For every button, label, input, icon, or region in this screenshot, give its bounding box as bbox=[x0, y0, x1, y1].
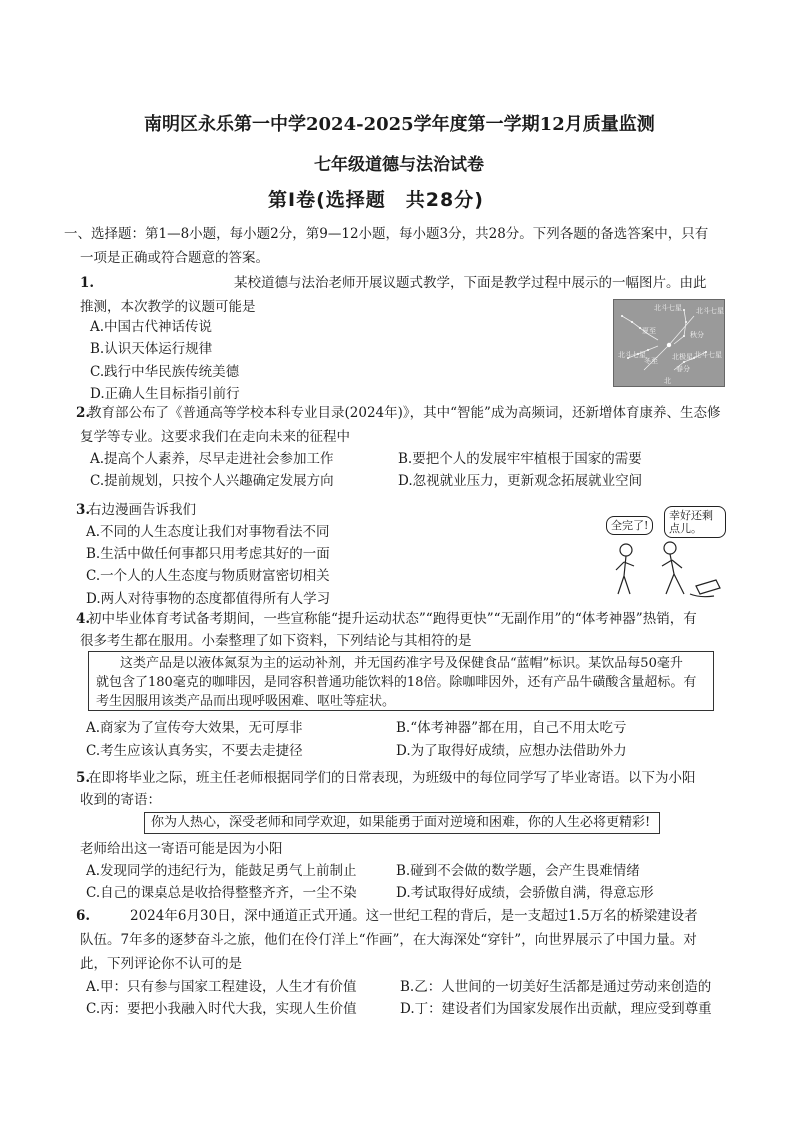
q1-option-d[interactable]: D.正确人生目标指引前行 bbox=[90, 386, 240, 402]
star-label-4: 秋分 bbox=[690, 331, 704, 339]
q4-material-line-2: 就包含了180毫克的咖啡因，是同容积普通功能饮料的18倍。除咖啡因外，还有产品牛磺酸含量超标。有 bbox=[96, 675, 697, 690]
q3-option-a[interactable]: A.不同的人生态度让我们对事物看法不同 bbox=[86, 524, 330, 540]
q3-number: 3. bbox=[76, 502, 91, 518]
star-label-7: 北极星 bbox=[672, 353, 693, 361]
q2-number: 2. bbox=[76, 405, 91, 421]
comic-figures bbox=[604, 506, 730, 606]
q2-stem-line-2: 复学等专业。这要求我们在走向未来的征程中 bbox=[80, 429, 350, 445]
q4-number: 4. bbox=[76, 611, 91, 627]
q5-stem-line-1: 在即将毕业之际，班主任老师根据同学们的日常表现，为班级中的每位同学写了毕业寄语。以下为小阳 bbox=[88, 770, 696, 786]
star-label-8: 冬至 bbox=[644, 357, 658, 365]
school-title: 南明区永乐第一中学2024-2025学年度第一学期12月质量监测 bbox=[144, 114, 655, 135]
exam-title: 七年级道德与法治试卷 bbox=[314, 155, 484, 175]
q2-option-c[interactable]: C.提前规划，只按个人兴趣确定发展方向 bbox=[90, 473, 334, 489]
q5-option-c[interactable]: C.自己的课桌总是收拾得整整齐齐，一尘不染 bbox=[86, 885, 357, 901]
q5-stem-line-2: 收到的寄语： bbox=[80, 792, 161, 808]
star-label-6: 北斗七星 bbox=[694, 351, 722, 359]
q5-number: 5. bbox=[76, 770, 91, 786]
q1-option-c[interactable]: C.践行中华民族传统美德 bbox=[90, 364, 240, 380]
comic-bubble-left-text: 全完了! bbox=[611, 519, 649, 532]
q1-option-a[interactable]: A.中国古代神话传说 bbox=[90, 319, 213, 335]
q5-option-a[interactable]: A.发现同学的违纪行为，能鼓足勇气上前制止 bbox=[86, 863, 357, 879]
q6-option-a[interactable]: A.甲：只有参与国家工程建设，人生才有价值 bbox=[86, 979, 357, 995]
q3-stem: 右边漫画告诉我们 bbox=[88, 502, 196, 518]
star-label-10: 北 bbox=[664, 377, 671, 385]
q4-stem-line-2: 很多考生都在服用。小秦整理了如下资料，下列结论与其相符的是 bbox=[80, 633, 472, 649]
q2-option-a[interactable]: A.提高个人素养，尽早走进社会参加工作 bbox=[90, 451, 334, 467]
q3-comic-image bbox=[604, 506, 730, 606]
q2-stem-line-1: 教育部公布了《普通高等学校本科专业目录(2024年)》，其中“智能”成为高频词，还新增体育康养、生态修 bbox=[88, 405, 721, 421]
q6-stem-line-3: 此，下列评论你不认可的是 bbox=[80, 956, 242, 972]
instructions-line-2: 一项是正确或符合题意的答案。 bbox=[80, 250, 269, 266]
star-label-3: 夏至 bbox=[642, 327, 656, 335]
q5-stem-line-3: 老师给出这一寄语可能是因为小阳 bbox=[80, 841, 283, 857]
q1-option-b[interactable]: B.认识天体运行规律 bbox=[90, 341, 213, 357]
instructions-line-1: 一、选择题：第1—8小题，每小题2分，第9—12小题，每小题3分，共28分。下列各题的备选答案中，只有 bbox=[64, 226, 709, 242]
comic-bubble-right-line-1: 幸好还剩 bbox=[669, 509, 713, 522]
q6-option-b[interactable]: B.乙：人世间的一切美好生活都是通过劳动来创造的 bbox=[400, 979, 712, 995]
q1-star-map-image bbox=[613, 299, 725, 387]
star-label-5: 北斗七星 bbox=[618, 351, 646, 359]
q4-option-a[interactable]: A.商家为了宣传夸大效果，无可厚非 bbox=[86, 720, 303, 736]
section-title: 第Ⅰ卷(选择题 共28分) bbox=[268, 189, 484, 211]
q4-option-d[interactable]: D.为了取得好成绩，应想办法借助外力 bbox=[396, 743, 627, 759]
q3-option-b[interactable]: B.生活中做任何事都只用考虑其好的一面 bbox=[86, 546, 330, 562]
star-label-1: 北斗七星 bbox=[654, 304, 682, 312]
q1-stem-line-1: 某校道德与法治老师开展议题式教学，下面是教学过程中展示的一幅图片。由此 bbox=[234, 275, 707, 291]
q2-option-b[interactable]: B.要把个人的发展牢牢植根于国家的需要 bbox=[398, 451, 642, 467]
comic-bubble-right-line-2: 点儿。 bbox=[669, 522, 702, 535]
q6-number: 6. bbox=[76, 908, 91, 924]
q4-material-line-3: 考生因服用该类产品而出现呼吸困难、呕吐等症状。 bbox=[96, 694, 396, 709]
q5-option-b[interactable]: B.碰到不会做的数学题，会产生畏难情绪 bbox=[396, 863, 640, 879]
star-label-2: 北斗七星 bbox=[696, 307, 724, 315]
q5-message-text: 你为人热心，深受老师和同学欢迎，如果能勇于面对逆境和困难，你的人生必将更精彩! bbox=[151, 815, 651, 830]
q6-option-c[interactable]: C.丙：要把小我融入时代大我，实现人生价值 bbox=[86, 1001, 357, 1017]
q6-stem-line-1: 2024年6月30日，深中通道正式开通。这一世纪工程的背后，是一支超过1.5万名的桥梁建设者 bbox=[130, 908, 698, 924]
q2-option-d[interactable]: D.忽视就业压力，更新观念拓展就业空间 bbox=[398, 473, 643, 489]
q1-stem-line-2: 推测，本次教学的议题可能是 bbox=[80, 299, 256, 315]
q5-option-d[interactable]: D.考试取得好成绩，会骄傲自满，得意忘形 bbox=[396, 885, 654, 901]
q3-option-d[interactable]: D.两人对待事物的态度都值得所有人学习 bbox=[86, 591, 331, 607]
q6-option-d[interactable]: D.丁：建设者们为国家发展作出贡献，理应受到尊重 bbox=[400, 1001, 712, 1017]
q3-option-c[interactable]: C.一个人的人生态度与物质财富密切相关 bbox=[86, 568, 330, 584]
q1-number: 1. bbox=[80, 275, 95, 291]
q4-material-line-1: 这类产品是以液体氮泵为主的运动补剂，并无国药准字号及保健食品“蓝帽”标识。某饮品每50毫升 bbox=[120, 656, 683, 671]
star-label-9: 春分 bbox=[676, 365, 690, 373]
q6-stem-line-2: 队伍。7年多的逐梦奋斗之旅，他们在伶仃洋上“作画”，在大海深处“穿针”，向世界展示了中国力量。对 bbox=[80, 932, 697, 948]
q4-stem-line-1: 初中毕业体育考试备考期间，一些宣称能“提升运动状态”“跑得更快”“无副作用”的“体考神器”热销，有 bbox=[88, 611, 697, 627]
q4-option-b[interactable]: B.“体考神器”都在用，自己不用太吃亏 bbox=[396, 720, 627, 736]
q4-option-c[interactable]: C.考生应该认真务实，不要去走捷径 bbox=[86, 743, 303, 759]
